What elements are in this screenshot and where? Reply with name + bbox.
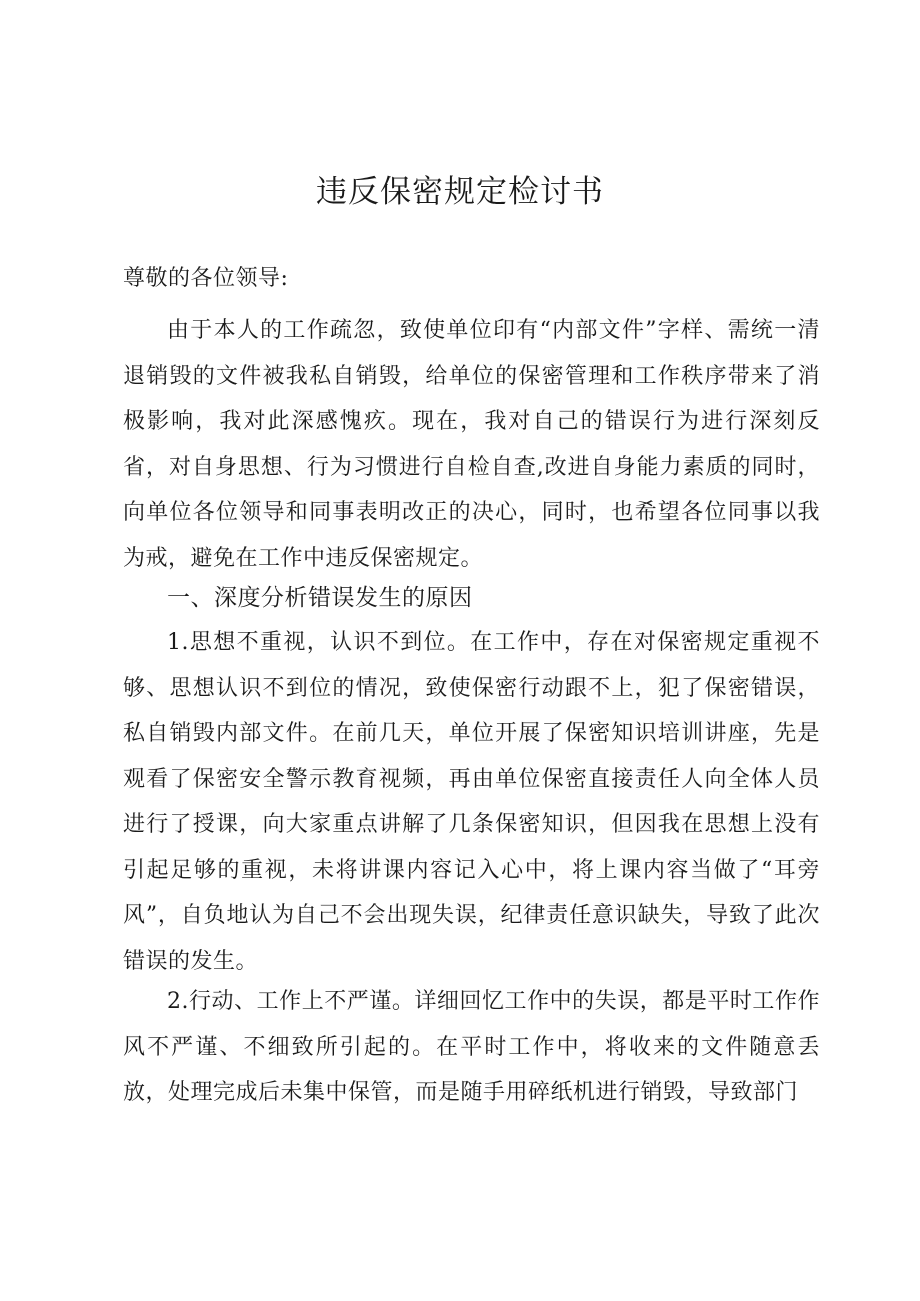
document-title: 违反保密规定检讨书 <box>316 174 604 210</box>
paragraph-point-1: 1.思想不重视，认识不到位。在工作中，存在对保密规定重视不够、思想认识不到位的情况，致使保密行动跟不上，犯了保密错误，私自销毁内部文件。在前几天，单位开展了保密知识培训讲座，先是观看了保密安全警示教育视频，再由单位保密直接责任人向全体人员进行了授课，向大家重点讲解了几条保密知识，但因我在思想上没有引起足够的重视，未将讲课内容记入心中，将上课内容当做了“耳旁风”，自负地认为自己不会出现失误，纪律责任意识缺失，导致了此次错误的发生。 <box>123 630 820 974</box>
greeting: 尊敬的各位领导: <box>123 266 289 291</box>
paragraph-intro: 由于本人的工作疏忽，致使单位印有“内部文件”字样、需统一清退销毁的文件被我私自销毁，给单位的保密管理和工作秩序带来了消极影响，我对此深感愧疚。现在，我对自己的错误行为进行深刻反省，对自身思想、行为习惯进行自检自查,改进自身能力素质的同时，向单位各位领导和同事表明改正的决心，同时，也希望各位同事以我为戒，避免在工作中违反保密规定。 <box>123 318 820 571</box>
paragraph-point-2: 2.行动、工作上不严谨。详细回忆工作中的失误，都是平时工作作风不严谨、不细致所引起的。在平时工作中，将收来的文件随意丢放，处理完成后未集中保管，而是随手用碎纸机进行销毁，导致部门 <box>123 989 820 1105</box>
section-heading-causes: 一、深度分析错误发生的原因 <box>167 585 473 611</box>
